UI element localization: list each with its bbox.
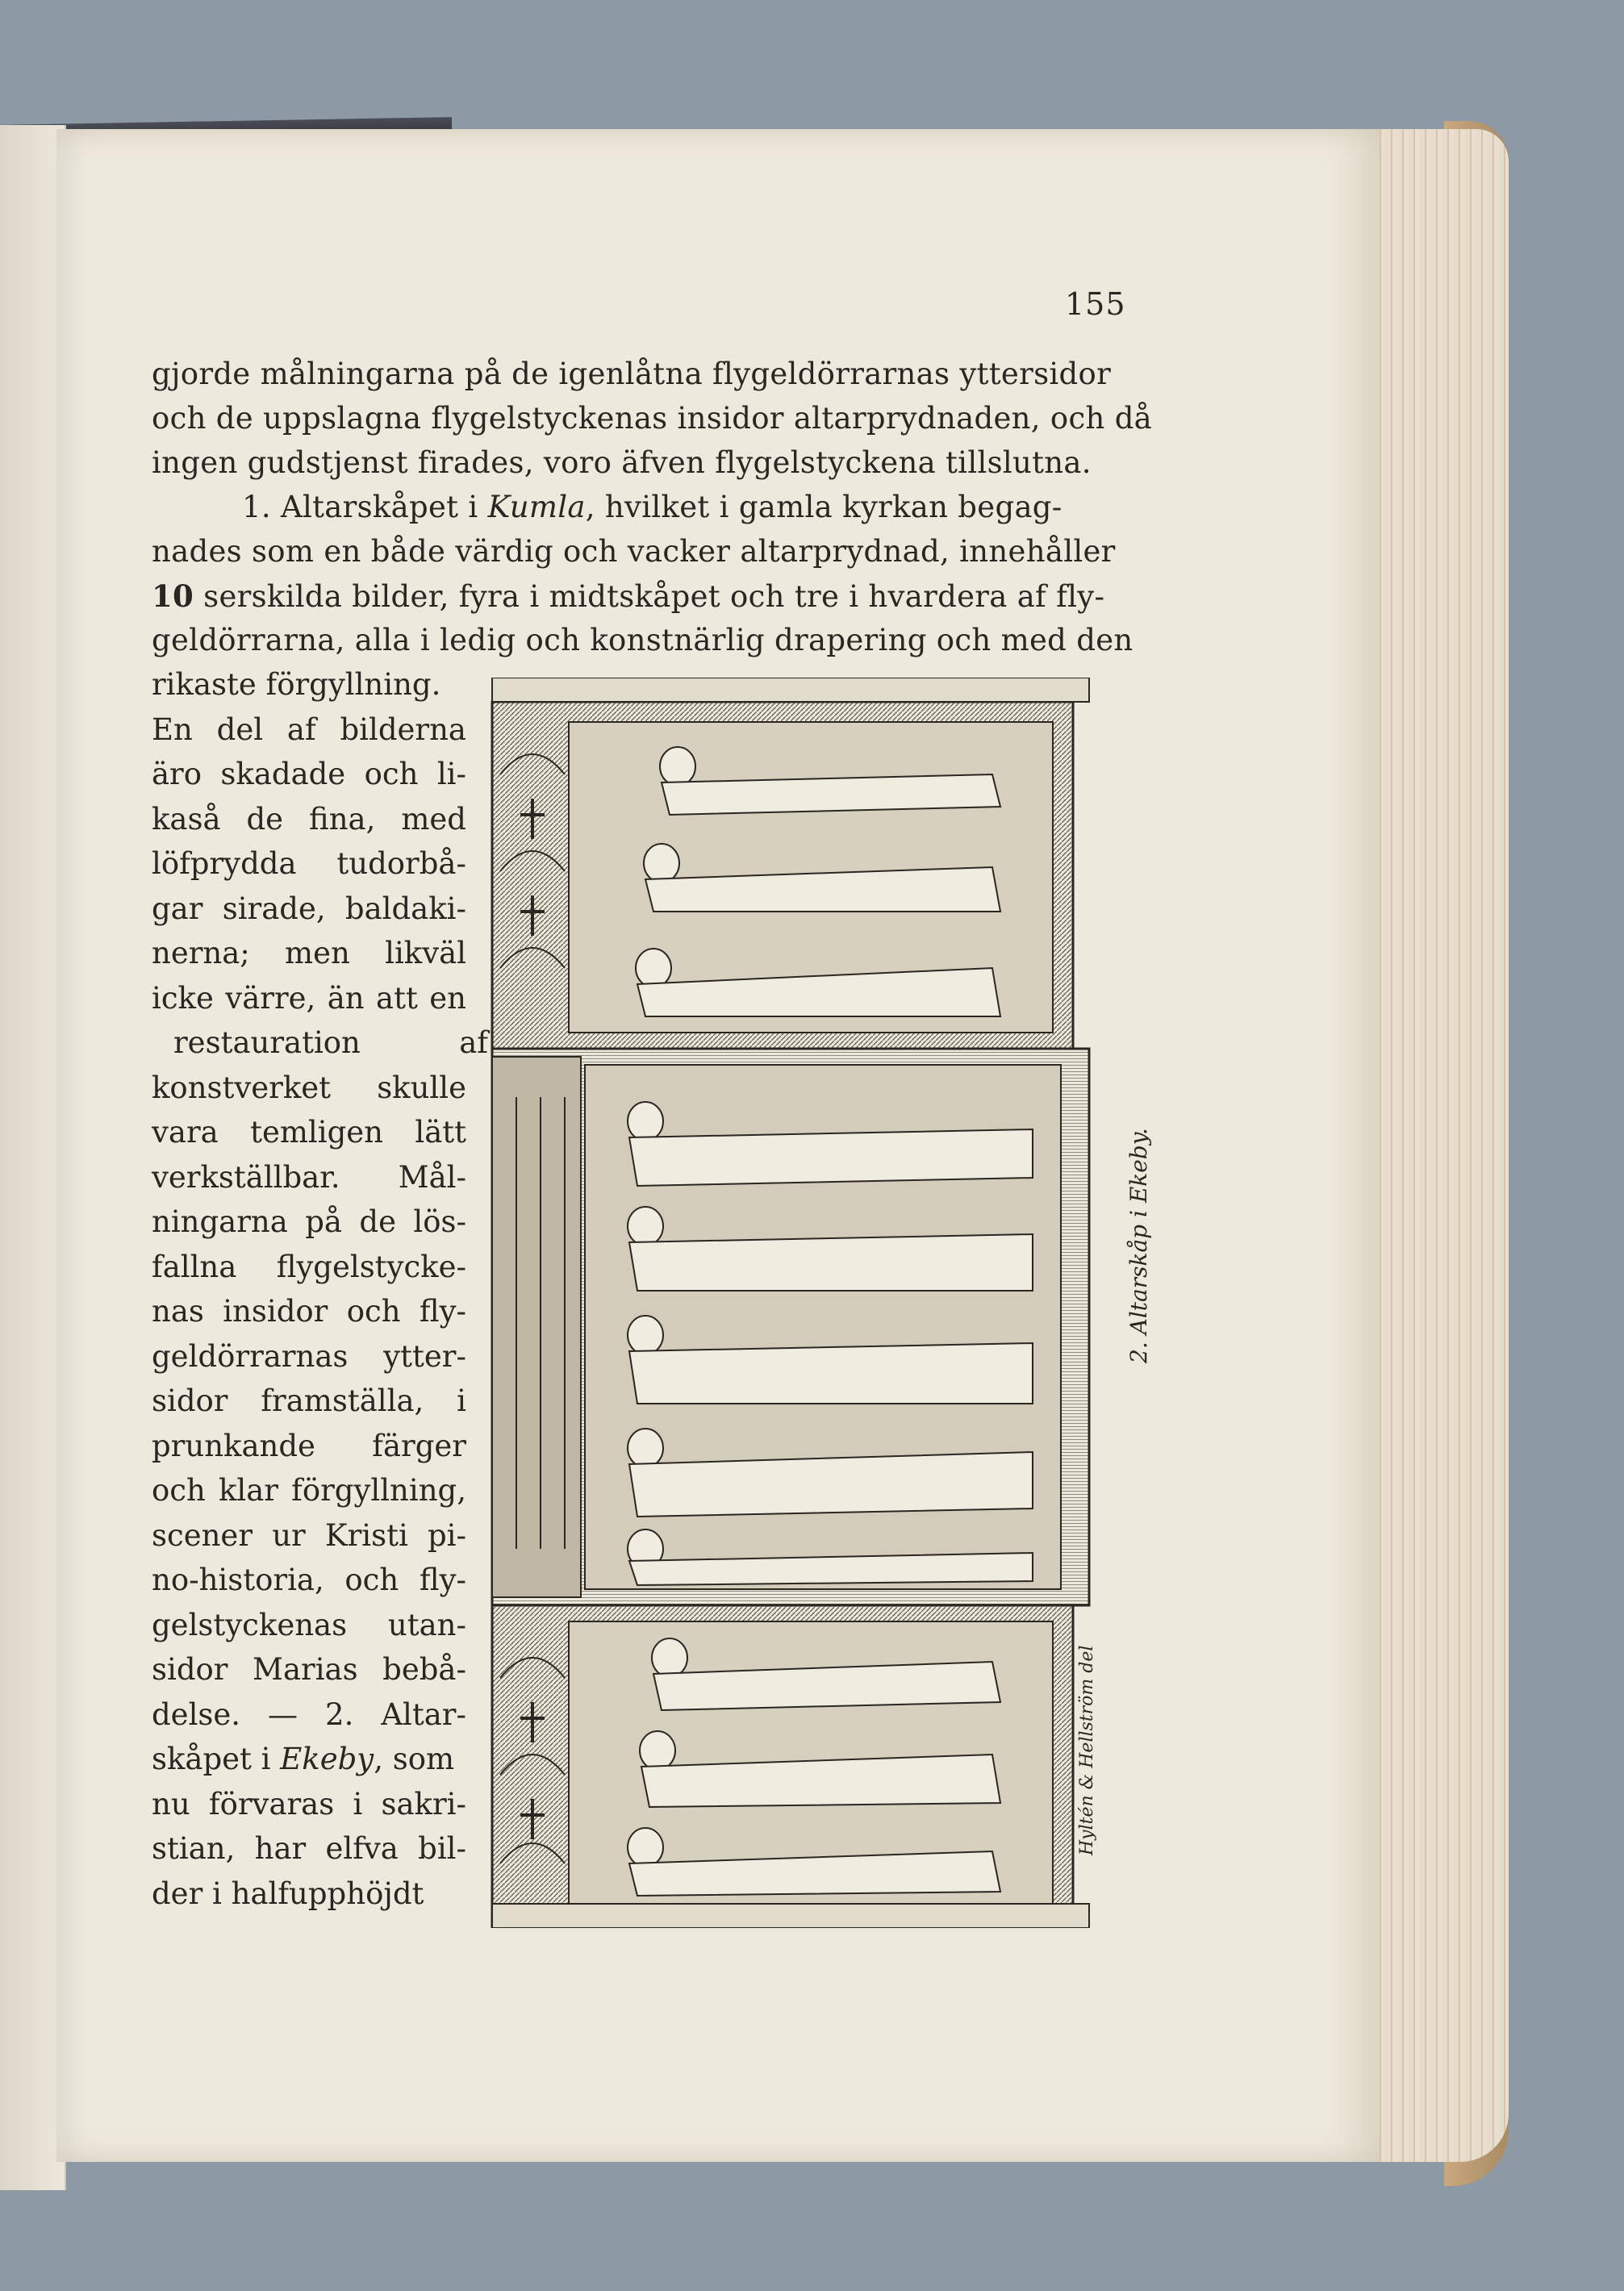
column-line: icke värre, än att en <box>152 980 466 1016</box>
body-line-7: geldörrarna, alla i ledig och konstnärlig drapering och med den <box>152 623 1133 657</box>
column-line: nas insidor och fly- <box>152 1294 466 1329</box>
column-line: gar sirade, baldaki- <box>152 891 466 926</box>
body-line-3: ingen gudstjenst firades, voro äfven flygelstyckena tillslutna. <box>152 445 1092 480</box>
body-line-1: gjorde målningarna på de igenlåtna flygeldörrarnas yttersidor <box>152 357 1112 391</box>
page-number: 155 <box>1065 286 1126 322</box>
column-line: restauration af <box>173 1025 488 1060</box>
column-line: verkställbar. Mål- <box>152 1159 466 1195</box>
column-line: stian, har elfva bil- <box>152 1831 466 1866</box>
column-line: rikaste förgyllning. <box>152 667 441 702</box>
line6-number: 10 <box>152 578 194 614</box>
column-line: der i halfupphöjdt <box>152 1876 424 1911</box>
body-line-2: och de uppslagna flygelstyckenas insidor altarprydnaden, och då <box>152 401 1153 436</box>
column-line: löfprydda tudorbå- <box>152 846 466 881</box>
ekeby-prefix: skåpet i <box>152 1742 281 1776</box>
column-line: ningarna på de lös- <box>152 1204 466 1239</box>
body-line-5: nades som en både värdig och vacker altarprydnad, innehåller <box>152 534 1116 569</box>
column-line: sidor Marias bebå- <box>152 1652 466 1687</box>
body-line-4 <box>242 488 1062 527</box>
column-line: sidor framställa, i <box>152 1383 466 1418</box>
line6-suffix: serskilda bilder, fyra i midtskåpet och tre i hvardera af fly- <box>194 579 1105 614</box>
place-kumla: Kumla <box>487 490 586 524</box>
column-line: delse. — 2. Altar- <box>152 1696 466 1732</box>
column-line: nerna; men likväl <box>152 936 466 970</box>
column-line: no-historia, och fly- <box>152 1563 466 1597</box>
column-line: äro skadade och li- <box>152 757 466 791</box>
column-line: vara temligen lätt <box>152 1115 466 1150</box>
line4-prefix: 1. Altarskåpet i <box>242 490 488 524</box>
column-line: och klar förgyllning, <box>152 1473 466 1508</box>
column-line: En del af bilderna <box>152 712 466 747</box>
page-stack-edge <box>1363 129 1509 2162</box>
column-line <box>152 1740 466 1779</box>
altar-cabinet-engraving <box>476 678 1105 1928</box>
column-line: prunkande färger <box>152 1428 466 1463</box>
figure-caption: 2. Altarskåp i Ekeby. <box>1125 1128 1152 1363</box>
engraver-signature: Hyltén & Hellström del <box>1077 1645 1097 1855</box>
place-ekeby: Ekeby <box>280 1742 374 1776</box>
column-line: nu förvaras i sakri- <box>152 1786 466 1822</box>
column-line: gelstyckenas utan- <box>152 1607 466 1642</box>
column-line: fallna flygelstycke- <box>152 1249 466 1284</box>
body-line-6 <box>152 577 1104 616</box>
line4-suffix: , hvilket i gamla kyrkan begag- <box>585 490 1062 524</box>
column-line: konstverket skulle <box>152 1070 466 1105</box>
column-line: kaså de fina, med <box>152 801 466 837</box>
column-line: scener ur Kristi pi- <box>152 1517 466 1553</box>
ekeby-suffix: , som <box>374 1742 455 1776</box>
column-line: geldörrarnas ytter- <box>152 1338 466 1374</box>
